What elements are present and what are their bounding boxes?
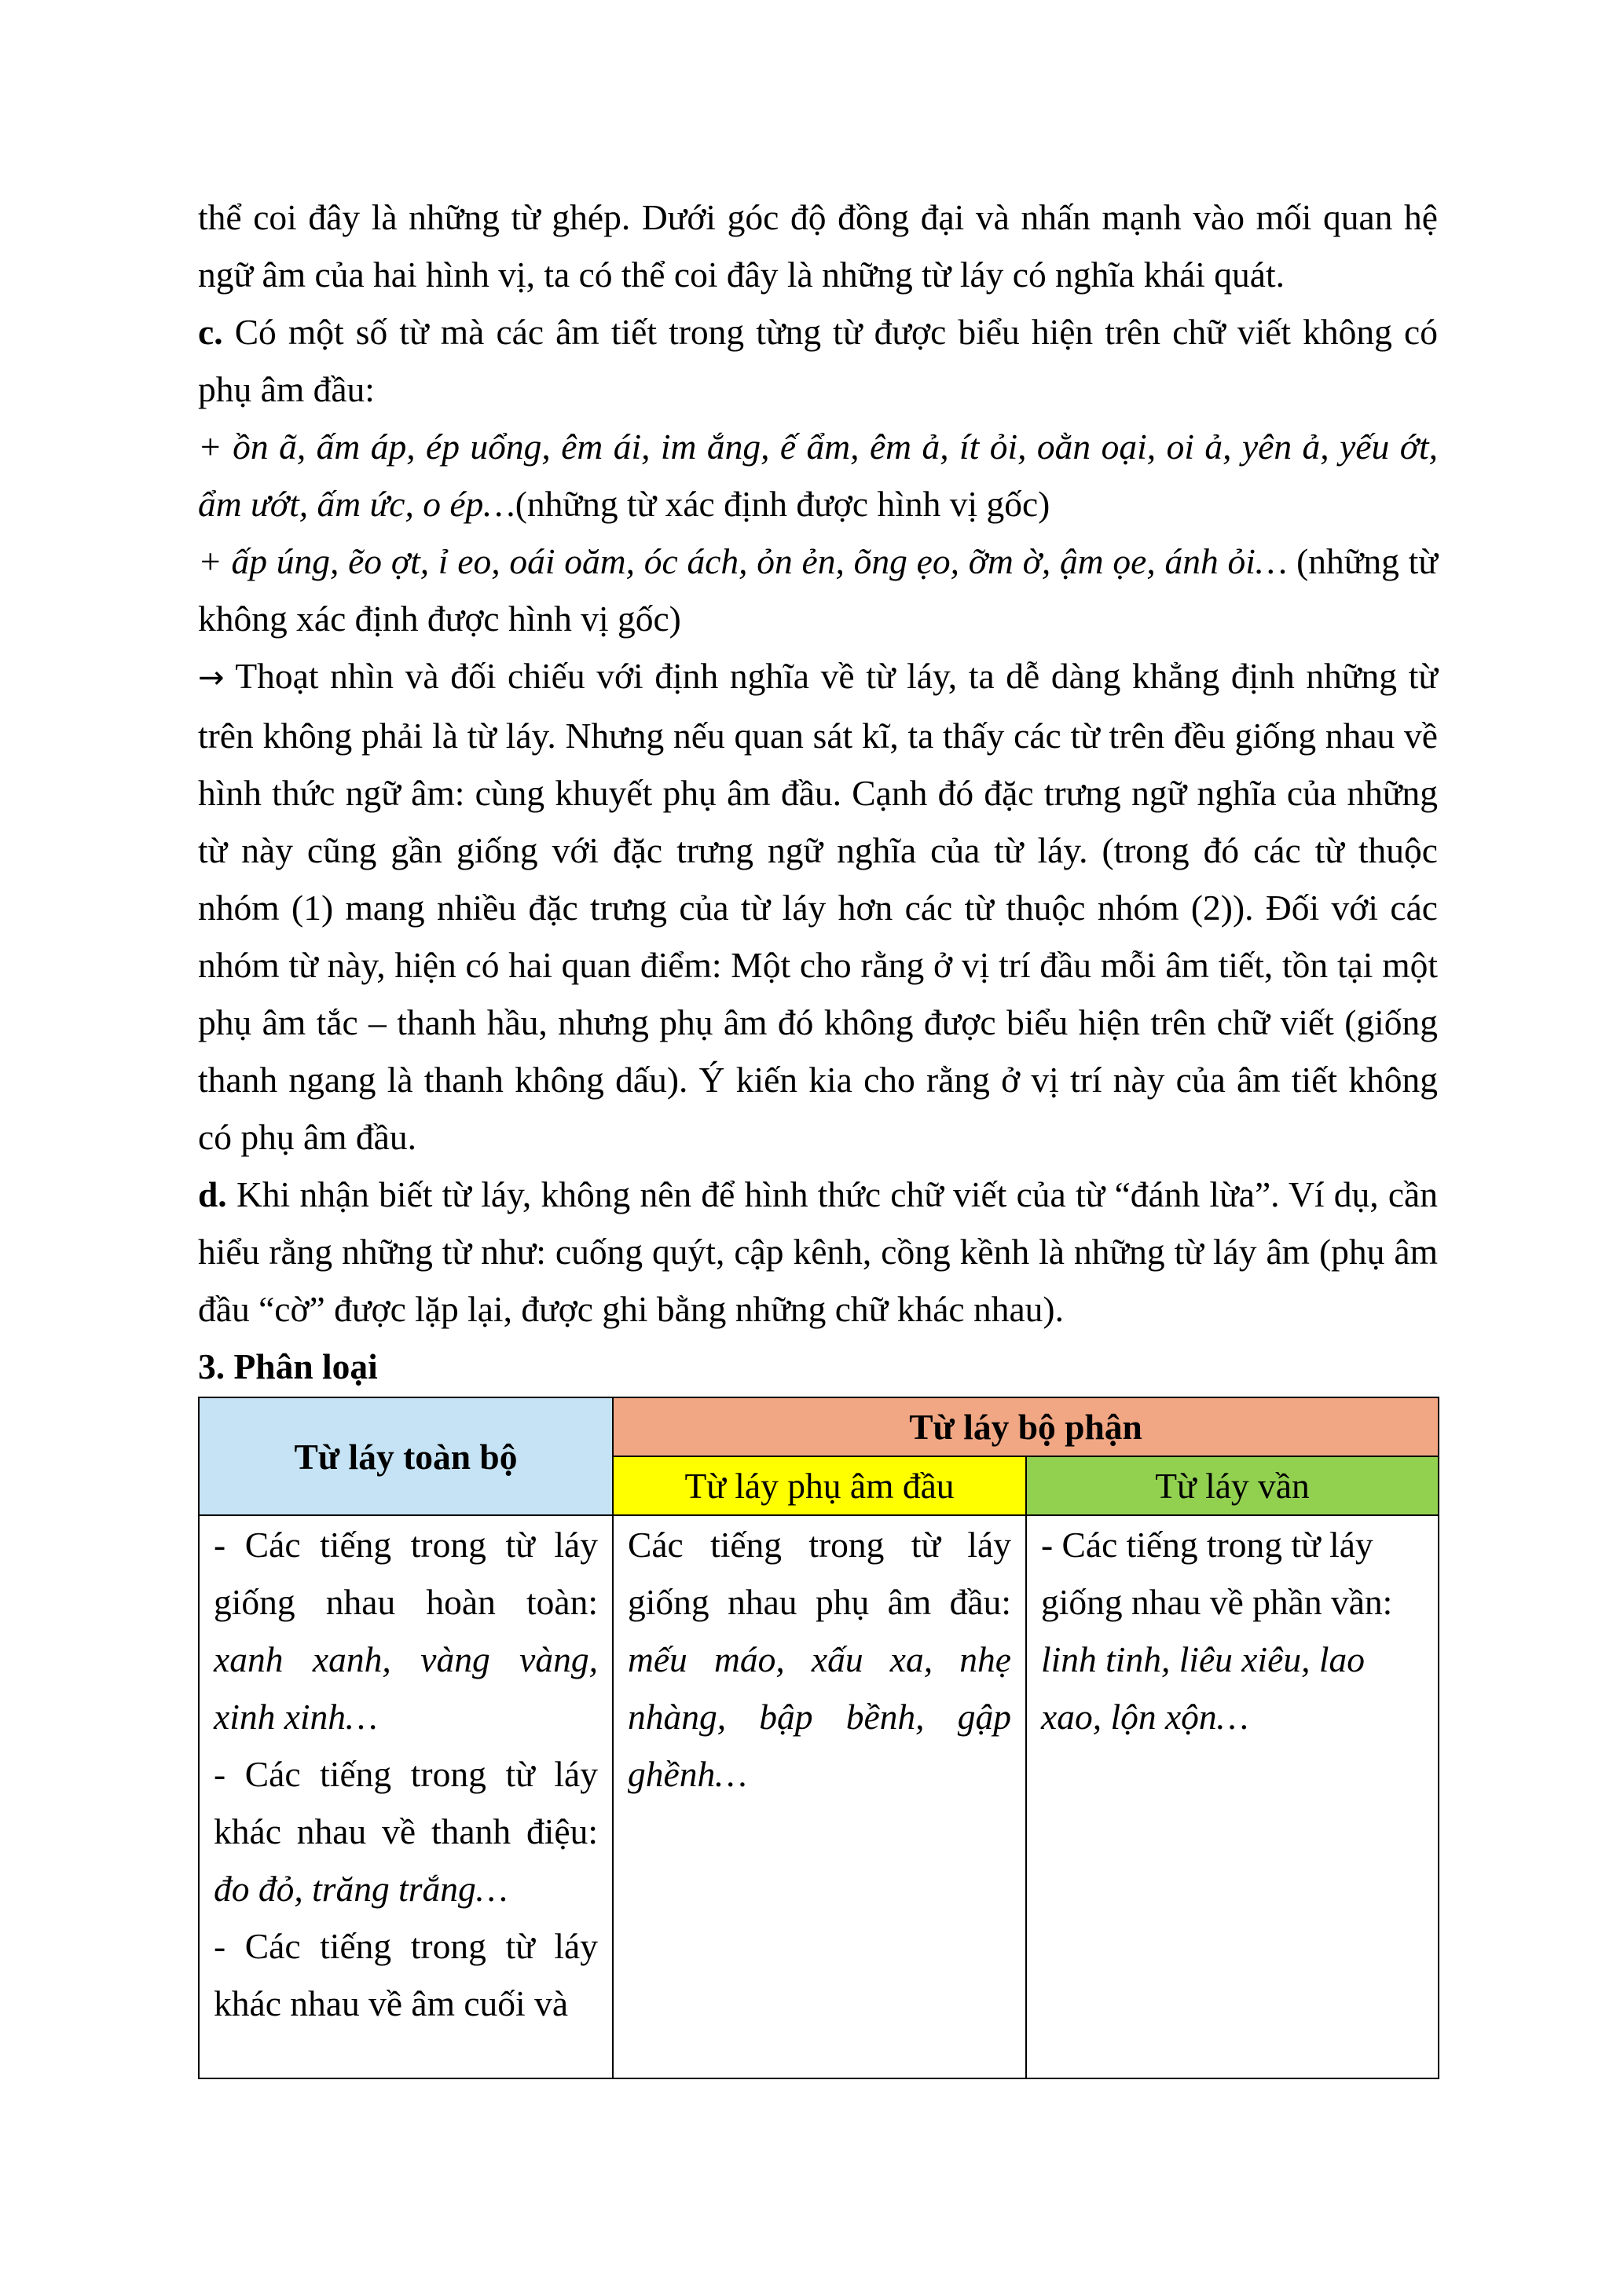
full-item-3-text: - Các tiếng trong từ láy khác nhau về âm cuối và <box>214 1926 598 2023</box>
full-item-1 <box>214 1516 598 1745</box>
d-label: d. <box>198 1174 227 1214</box>
cell-rhyme-body <box>1041 1516 1424 2078</box>
rhyme-text: - Các tiếng trong từ láy giống nhau về phần vần: <box>1041 1525 1393 1622</box>
paragraph-d <box>198 1166 1438 1338</box>
paragraph-plus1 <box>198 418 1438 533</box>
header-rhyme: Từ láy vần <box>1026 1456 1439 1515</box>
header-initial-consonant: Từ láy phụ âm đầu <box>613 1456 1026 1515</box>
paragraph-intro <box>198 189 1438 303</box>
paragraph-arrow <box>198 647 1438 1166</box>
full-item-2-examples: đo đỏ, trăng trắng… <box>214 1869 508 1909</box>
classification-table <box>198 1397 1439 2079</box>
c-label: c. <box>198 312 223 352</box>
header-full-reduplication: Từ láy toàn bộ <box>199 1397 613 1515</box>
full-item-2-text: - Các tiếng trong từ láy khác nhau về thanh điệu: <box>214 1754 598 1851</box>
cell-initial <box>613 1515 1026 2078</box>
arrow-text: Thoạt nhìn và đối chiếu với định nghĩa về từ láy, ta dễ dàng khẳng định những từ trên không phải là từ láy. Nhưng nếu quan sát kĩ, ta thấy các từ trên đều giống nhau về hình thức ngữ âm: cùng khuyết phụ âm đầu. Cạnh đó đặc trưng ngữ nghĩa của những từ này cũng gần giống với đặc trưng ngữ nghĩa của từ láy. (trong đó các từ thuộc nhóm (1) mang nhiều đặc trưng của từ láy hơn các từ thuộc nhóm (2)). Đối với các nhóm từ này, hiện có hai quan điểm: Một cho rằng ở vị trí đầu mỗi âm tiết, tồn tại một phụ âm tắc – thanh hầu, nhưng phụ âm đó không được biểu hiện trên chữ viết (giống thanh ngang là thanh không dấu). Ý kiến kia cho rằng ở vị trí này của âm tiết không có phụ âm đầu. <box>198 656 1438 1157</box>
paragraph-plus2 <box>198 533 1438 647</box>
full-item-3 <box>214 1917 598 2032</box>
arrow-right-icon: → <box>198 660 225 696</box>
full-item-1-examples: xanh xanh, vàng vàng, xinh xinh… <box>214 1639 598 1737</box>
initial-text: Các tiếng trong từ láy giống nhau phụ âm đầu: <box>628 1525 1011 1622</box>
cell-rhyme <box>1026 1515 1439 2078</box>
full-item-2 <box>214 1745 598 1917</box>
document-page <box>198 189 1438 2079</box>
rhyme-examples: linh tinh, liêu xiêu, lao xao, lộn xộn… <box>1041 1639 1365 1737</box>
plus2-examples: + ấp úng, ẽo ợt, ỉ eo, oái oăm, óc ách, ỏn ẻn, õng ẹo, ỡm ờ, ậm ọe, ánh ỏi… <box>198 541 1288 581</box>
initial-examples: mếu máo, xấu xa, nhẹ nhàng, bập bềnh, gập ghềnh… <box>628 1639 1011 1794</box>
plus2-note: (những từ không xác định được hình vị gốc) <box>198 541 1438 639</box>
c-text: Có một số từ mà các âm tiết trong từng từ được biểu hiện trên chữ viết không có phụ âm đầu: <box>198 312 1438 409</box>
table-row <box>199 1515 1439 2078</box>
intro-text: thể coi đây là những từ ghép. Dưới góc độ đồng đại và nhấn mạnh vào mối quan hệ ngữ âm của hai hình vị, ta có thể coi đây là những từ láy có nghĩa khái quát. <box>198 197 1438 295</box>
cell-full-body <box>214 1516 598 2078</box>
header-partial-reduplication: Từ láy bộ phận <box>613 1397 1439 1456</box>
cell-full <box>199 1515 613 2078</box>
table-header-row-1 <box>199 1397 1439 1456</box>
full-item-1-text: - Các tiếng trong từ láy giống nhau hoàn toàn: <box>214 1525 598 1622</box>
cell-initial-body <box>628 1516 1011 2078</box>
d-text: Khi nhận biết từ láy, không nên để hình thức chữ viết của từ “đánh lừa”. Ví dụ, cần hiểu rằng những từ như: cuống quýt, cập kênh, cồng kềnh là những từ láy âm (phụ âm đầu “cờ” được lặp lại, được ghi bằng những chữ khác nhau). <box>198 1174 1438 1329</box>
section-title: 3. Phân loại <box>198 1346 378 1386</box>
plus1-note: (những từ xác định được hình vị gốc) <box>515 484 1050 524</box>
plus1-examples: + ồn ã, ấm áp, ép uổng, êm ái, im ắng, ế ẩm, êm ả, ít ỏi, oằn oại, oi ả, yên ả, yếu ớt, ẩm ướt, ấm ức, o ép… <box>198 427 1438 524</box>
paragraph-c <box>198 303 1438 418</box>
